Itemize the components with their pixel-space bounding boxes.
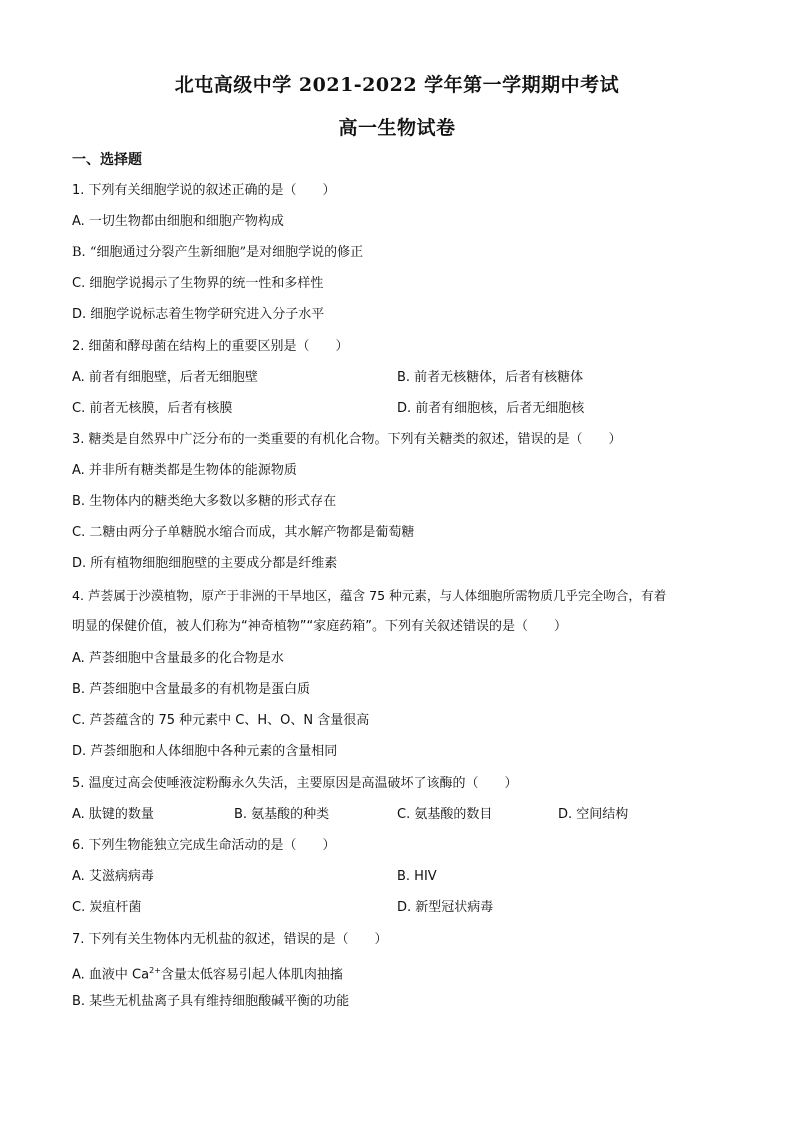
- q5-option-c: C. 氨基酸的数目: [397, 807, 493, 822]
- q1-option-c: C. 细胞学说揭示了生物界的统一性和多样性: [72, 276, 324, 291]
- q7-option-a-post: 含量太低容易引起人体肌肉抽搐: [160, 967, 343, 983]
- q3-stem: 3. 糖类是自然界中广泛分布的一类重要的有机化合物。下列有关糖类的叙述，错误的是（ ）: [72, 432, 622, 447]
- q6-stem: 6. 下列生物能独立完成生命活动的是（ ）: [72, 838, 336, 853]
- q5-option-a: A. 肽键的数量: [72, 807, 154, 822]
- q4-option-a: A. 芦荟细胞中含量最多的化合物是水: [72, 651, 284, 666]
- q3-option-b: B. 生物体内的糖类绝大多数以多糖的形式存在: [72, 494, 337, 509]
- q5-option-d: D. 空间结构: [558, 807, 629, 822]
- q4-option-b: B. 芦荟细胞中含量最多的有机物是蛋白质: [72, 682, 311, 697]
- q6-option-b: B. HIV: [397, 869, 437, 884]
- q3-option-c: C. 二糖由两分子单糖脱水缩合而成，其水解产物都是葡萄糖: [72, 525, 415, 540]
- q1-option-a: A. 一切生物都由细胞和细胞产物构成: [72, 214, 284, 229]
- q6-option-d: D. 新型冠状病毒: [397, 900, 494, 915]
- q7-stem: 7. 下列有关生物体内无机盐的叙述，错误的是（ ）: [72, 932, 388, 947]
- q2-option-b: B. 前者无核糖体，后者有核糖体: [397, 370, 584, 385]
- q4-stem-line1: 4. 芦荟属于沙漠植物，原产于非洲的干旱地区，蕴含 75 种元素，与人体细胞所需物质几乎完全吻合，有着: [72, 588, 667, 603]
- q5-stem: 5. 温度过高会使唾液淀粉酶永久失活，主要原因是高温破坏了该酶的（ ）: [72, 776, 518, 791]
- q7-option-a-pre: A. 血液中 Ca: [72, 967, 150, 983]
- q5-option-b: B. 氨基酸的种类: [234, 807, 330, 822]
- q3-option-d: D. 所有植物细胞细胞壁的主要成分都是纤维素: [72, 556, 338, 571]
- q1-option-b: B. “细胞通过分裂产生新细胞”是对细胞学说的修正: [72, 245, 364, 260]
- q1-option-d: D. 细胞学说标志着生物学研究进入分子水平: [72, 307, 325, 322]
- q1-stem: 1. 下列有关细胞学说的叙述正确的是（ ）: [72, 183, 336, 198]
- q2-option-c: C. 前者无核膜，后者有核膜: [72, 401, 233, 416]
- q3-option-a: A. 并非所有糖类都是生物体的能源物质: [72, 463, 297, 478]
- q2-stem: 2. 细菌和酵母菌在结构上的重要区别是（ ）: [72, 339, 349, 354]
- exam-subtitle: 高一生物试卷: [338, 117, 456, 139]
- q4-stem-line2: 明显的保健价值，被人们称为“神奇植物”“家庭药箱”。下列有关叙述错误的是（ ）: [72, 619, 567, 634]
- q7-option-a: [72, 962, 343, 984]
- exam-title: 北屯高级中学 2021-2022 学年第一学期期中考试: [174, 74, 620, 96]
- q6-option-c: C. 炭疽杆菌: [72, 900, 142, 915]
- q7-option-b: B. 某些无机盐离子具有维持细胞酸碱平衡的功能: [72, 994, 350, 1009]
- section-heading: 一、选择题: [72, 152, 142, 168]
- q6-option-a: A. 艾滋病病毒: [72, 869, 154, 884]
- q2-option-d: D. 前者有细胞核，后者无细胞核: [397, 401, 585, 416]
- q4-option-c: C. 芦荟蕴含的 75 种元素中 C、H、O、N 含量很高: [72, 713, 370, 728]
- q4-option-d: D. 芦荟细胞和人体细胞中各种元素的含量相同: [72, 744, 338, 759]
- q2-option-a: A. 前者有细胞壁，后者无细胞壁: [72, 370, 258, 385]
- q7-option-a-sup: 2+: [149, 966, 161, 975]
